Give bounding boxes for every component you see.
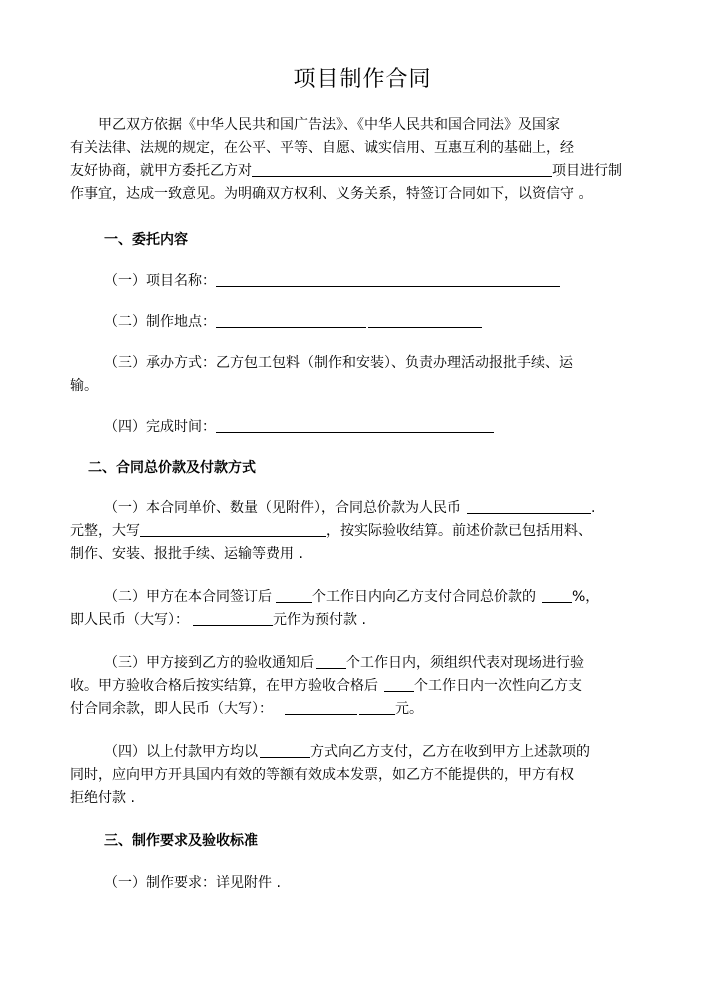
intro-line-3-end: 项目进行制 — [552, 163, 622, 179]
s2-p3-line-1-b: 个工作日内，须组织代表对现场进行验 — [346, 655, 584, 671]
s1-item-4-label: （四）完成时间： — [104, 419, 216, 435]
s2-p2-line-2-b: 元作为预付款 . — [273, 612, 366, 628]
intro-line-1: 甲乙双方依据《中华人民共和国广告法》、《中华人民共和国合同法》及国家 — [98, 117, 560, 133]
intro-line-2: 有关法律、法规的规定，在公平、平等、自愿、诚实信用、互惠互利的基础上，经 — [70, 140, 574, 156]
s2-percent-blank — [542, 587, 572, 603]
s2-p3-line-3-a: 付合同余款，即人民币（大写）： — [70, 701, 273, 717]
s2-p3-line-3 — [70, 698, 660, 721]
s2-p4-line-1 — [70, 741, 660, 764]
project-name-blank — [252, 161, 552, 177]
intro-line-4: 作事宜，达成一致意见。为明确双方权利、义务关系，特签订合同如下，以资信守 。 — [70, 186, 593, 202]
s2-p3-line-2-a: 收。甲方验收合格后按实结算，在甲方验收合格后 — [70, 678, 378, 694]
document-title: 项目制作合同 — [293, 67, 432, 92]
s1-item-2 — [70, 311, 660, 334]
s2-p2-line-2-a: 即人民币（大写）： — [70, 612, 189, 628]
s2-p4-line-3: 拒绝付款 . — [70, 790, 135, 806]
s2-paragraph-3 — [70, 652, 660, 721]
s1-item-2-blank-b — [368, 312, 482, 328]
s2-paragraph-1 — [70, 497, 660, 566]
s2-p4-line-1-a: （四）以上付款甲方均以 — [104, 744, 258, 760]
s2-p3-days-blank-2 — [384, 676, 414, 692]
s2-p1-line-1 — [70, 497, 660, 520]
s2-p3-amount-blank-a — [285, 699, 357, 715]
s2-p3-line-3-b: 元。 — [395, 701, 423, 717]
s2-paragraph-4 — [70, 741, 660, 810]
s1-item-3-line-1: （三）承办方式：乙方包工包料（制作和安装）、负责办理活动报批手续、运 — [104, 355, 573, 371]
s2-p2-line-1 — [70, 586, 660, 609]
s1-item-2-label: （二）制作地点： — [104, 314, 216, 330]
intro-line-3-start: 友好协商，就甲方委托乙方对 — [70, 163, 252, 179]
s2-p1-line-3: 制作、安装、报批手续、运输等费用 . — [70, 546, 303, 562]
s2-amount-blank — [467, 498, 591, 514]
s2-p2-line-1-c: %， — [572, 589, 600, 605]
s2-amount-words-blank — [140, 521, 326, 537]
s3-item-1-text: （一）制作要求：详见附件 . — [104, 875, 281, 891]
s1-item-2-blank-a — [216, 312, 366, 328]
intro-line-3 — [70, 160, 660, 183]
s2-days-blank — [276, 587, 312, 603]
s2-p2-line-1-b: 个工作日内向乙方支付合同总价款的 — [312, 589, 536, 605]
s2-p1-line-1-text: （一）本合同单价、数量（见附件），合同总价款为人民币 — [104, 500, 461, 516]
s2-p3-line-2 — [70, 675, 660, 698]
s2-p1-line-2 — [70, 520, 660, 543]
s2-p2-line-1-a: （二）甲方在本合同签订后 — [104, 589, 272, 605]
section-1-heading: 一、委托内容 — [104, 232, 188, 248]
s1-item-4-blank — [216, 417, 494, 433]
s2-paragraph-2 — [70, 586, 660, 632]
s2-p3-line-1-a: （三）甲方接到乙方的验收通知后 — [104, 655, 314, 671]
s1-item-3 — [70, 352, 660, 398]
s2-p1-line-2-start: 元整，大写 — [70, 523, 140, 539]
s2-p3-line-1 — [70, 652, 660, 675]
s2-p3-line-2-b: 个工作日内一次性向乙方支 — [414, 678, 582, 694]
s2-p4-line-1-b: 方式向乙方支付，乙方在收到甲方上述款项的 — [310, 744, 590, 760]
section-2-heading: 二、合同总价款及付款方式 — [88, 460, 256, 476]
s2-p4-line-2: 同时，应向甲方开具国内有效的等额有效成本发票，如乙方不能提供的，甲方有权 — [70, 767, 574, 783]
s2-prepay-blank — [193, 610, 273, 626]
s2-p3-days-blank — [316, 653, 346, 669]
intro-paragraph — [70, 114, 660, 206]
s2-p3-amount-blank-b — [359, 699, 395, 715]
s2-p2-line-2 — [70, 609, 660, 632]
s1-item-1-label: （一）项目名称： — [104, 273, 216, 289]
s1-item-1-blank — [216, 271, 560, 287]
s1-item-3-line-2: 输。 — [70, 378, 98, 394]
s2-p1-line-1-end: . — [591, 500, 596, 516]
s1-item-4 — [70, 416, 660, 439]
s2-p4-method-blank — [260, 742, 310, 758]
s2-p1-line-2-end: ，按实际验收结算。前述价款已包括用料、 — [326, 523, 592, 539]
s1-item-1 — [70, 270, 660, 293]
section-3-heading: 三、制作要求及验收标准 — [104, 833, 258, 849]
s3-item-1 — [70, 872, 660, 895]
